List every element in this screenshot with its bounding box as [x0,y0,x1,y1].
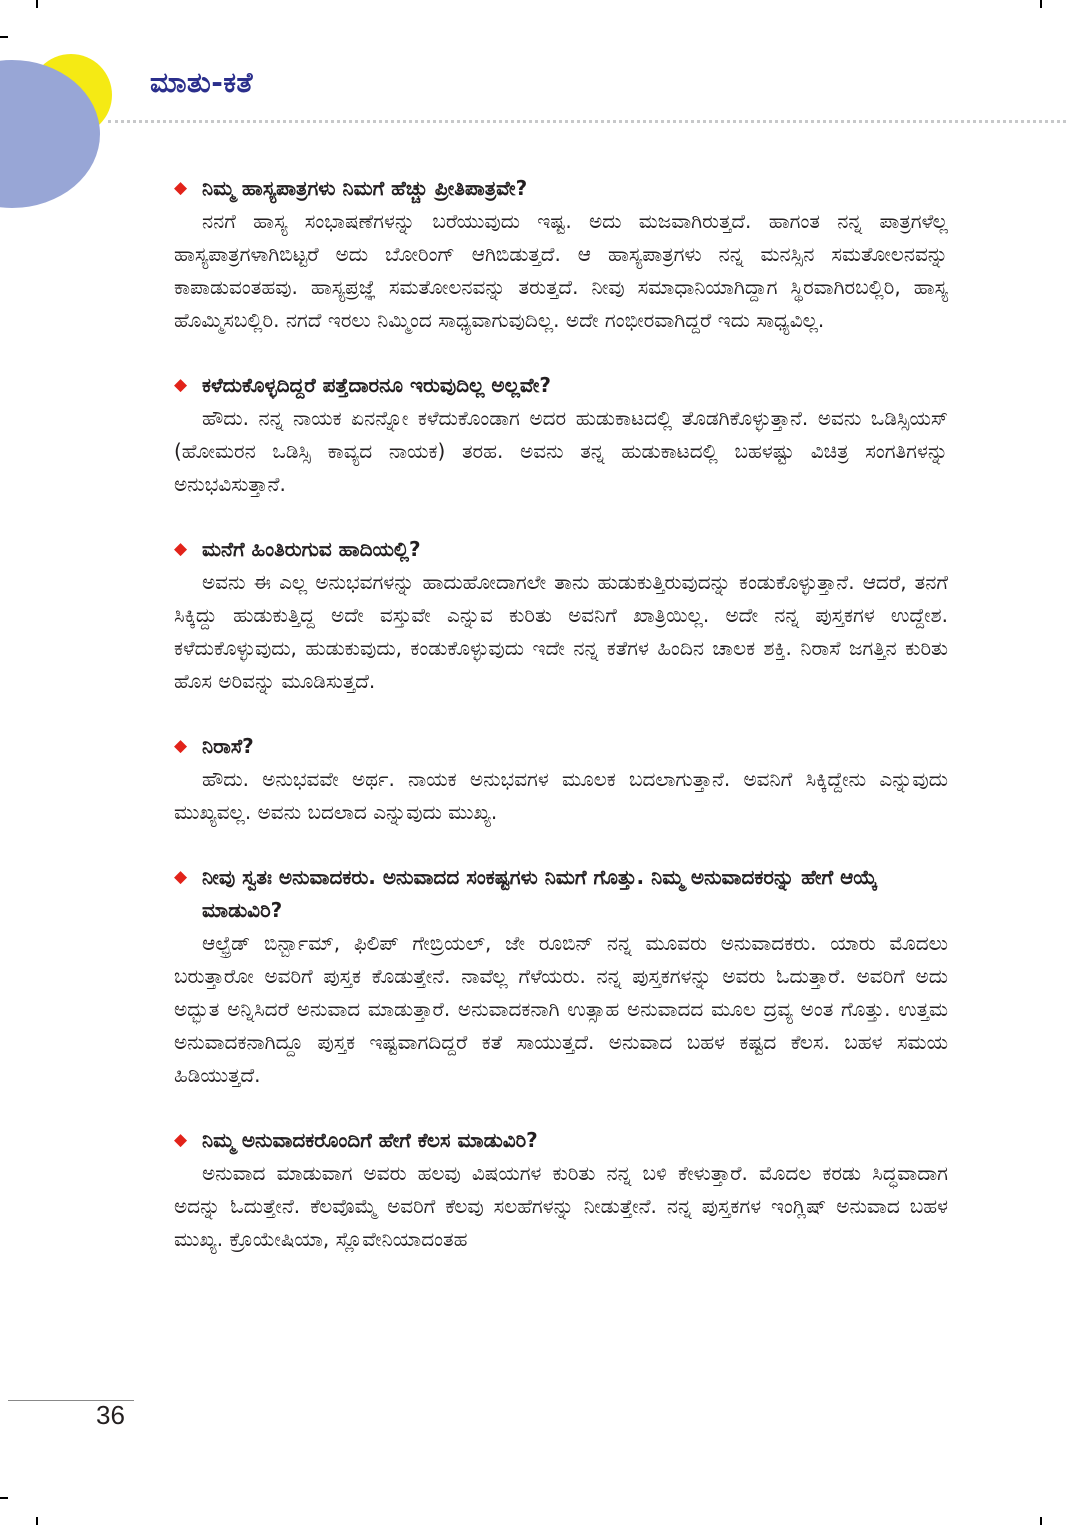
diamond-bullet-icon: ◆ [174,867,188,887]
question-text: ನೀವು ಸ್ವತಃ ಅನುವಾದಕರು. ಅನುವಾದದ ಸಂಕಷ್ಟಗಳು ನಿಮಗೆ ಗೊತ್ತು. ನಿಮ್ಮ ಅನುವಾದಕರನ್ನು ಹೇಗೆ ಆಯ್ಕೆ ಮಾಡುವಿರಿ? [202,865,878,922]
qa-item [174,730,948,829]
qa-item [174,369,948,501]
question-text: ನಿರಾಸೆ? [202,734,254,758]
crop-mark [0,1497,8,1499]
question [174,730,948,763]
answer-text: ಅವನು ಈ ಎಲ್ಲ ಅನುಭವಗಳನ್ನು ಹಾದುಹೋದಾಗಲೇ ತಾನು ಹುಡುಕುತ್ತಿರುವುದನ್ನು ಕಂಡುಕೊಳ್ಳುತ್ತಾನೆ. ಆದರೆ, ತನಗೆ ಸಿಕ್ಕಿದ್ದು ಹುಡುಕುತ್ತಿದ್ದ ಅದೇ ವಸ್ತುವೇ ಎನ್ನುವ ಕುರಿತು ಅವನಿಗೆ ಖಾತ್ರಿಯಿಲ್ಲ. ಅದೇ ನನ್ನ ಪುಸ್ತಕಗಳ ಉದ್ದೇಶ. ಕಳೆದುಕೊಳ್ಳುವುದು, ಹುಡುಕುವುದು, ಕಂಡುಕೊಳ್ಳುವುದು ಇದೇ ನನ್ನ ಕತೆಗಳ ಹಿಂದಿನ ಚಾಲಕ ಶಕ್ತಿ. ನಿರಾಸೆ ಜಗತ್ತಿನ ಕುರಿತು ಹೊಸ ಅರಿವನ್ನು ಮೂಡಿಸುತ್ತದೆ. [174,570,948,693]
question [174,861,948,927]
crop-mark [36,1517,38,1525]
question-text: ನಿಮ್ಮ ಹಾಸ್ಯಪಾತ್ರಗಳು ನಿಮಗೆ ಹೆಚ್ಚು ಪ್ರೀತಿಪಾತ್ರವೇ? [202,176,528,200]
question-text: ಮನೆಗೆ ಹಿಂತಿರುಗುವ ಹಾದಿಯಲ್ಲಿ? [202,537,421,561]
header-decoration [0,0,140,220]
dotted-divider [108,120,1066,123]
answer-text: ಆಲ್ಫ್ರೆಡ್ ಬಿರ್ನ್ಬಾಮ್, ಫಿಲಿಪ್ ಗೇಬ್ರಿಯಲ್, ಜೇ ರೂಬಿನ್ ನನ್ನ ಮೂವರು ಅನುವಾದಕರು. ಯಾರು ಮೊದಲು ಬರುತ್ತಾರೋ ಅವರಿಗೆ ಪುಸ್ತಕ ಕೊಡುತ್ತೇನೆ. ನಾವೆಲ್ಲ ಗೆಳೆಯರು. ನನ್ನ ಪುಸ್ತಕಗಳನ್ನು ಅವರು ಓದುತ್ತಾರೆ. ಅವರಿಗೆ ಅದು ಅದ್ಭುತ ಅನ್ನಿಸಿದರೆ ಅನುವಾದ ಮಾಡುತ್ತಾರೆ. ಅನುವಾದಕನಾಗಿ ಉತ್ಸಾಹ ಅನುವಾದದ ಮೂಲ ದ್ರವ್ಯ ಅಂತ ಗೊತ್ತು. ಉತ್ತಮ ಅನುವಾದಕನಾಗಿದ್ದೂ ಪುಸ್ತಕ ಇಷ್ಟವಾಗದಿದ್ದರೆ ಕತೆ ಸಾಯುತ್ತದೆ. ಅನುವಾದ ಬಹಳ ಕಷ್ಟದ ಕೆಲಸ. ಬಹಳ ಸಮಯ ಹಿಡಿಯುತ್ತದೆ. [174,931,948,1087]
page-number: 36 [96,1400,125,1430]
diamond-bullet-icon: ◆ [174,736,188,756]
answer-text: ನನಗೆ ಹಾಸ್ಯ ಸಂಭಾಷಣೆಗಳನ್ನು ಬರೆಯುವುದು ಇಷ್ಟ. ಅದು ಮಜವಾಗಿರುತ್ತದೆ. ಹಾಗಂತ ನನ್ನ ಪಾತ್ರಗಳೆಲ್ಲ ಹಾಸ್ಯಪಾತ್ರಗಳಾಗಿಬಿಟ್ಟರೆ ಅದು ಬೋರಿಂಗ್ ಆಗಿಬಿಡುತ್ತದೆ. ಆ ಹಾಸ್ಯಪಾತ್ರಗಳು ನನ್ನ ಮನಸ್ಸಿನ ಸಮತೋಲನವನ್ನು ಕಾಪಾಡುವಂತಹವು. ಹಾಸ್ಯಪ್ರಜ್ಞೆ ಸಮತೋಲನವನ್ನು ತರುತ್ತದೆ. ನೀವು ಸಮಾಧಾನಿಯಾಗಿದ್ದಾಗ ಸ್ಥಿರವಾಗಿರಬಲ್ಲಿರಿ, ಹಾಸ್ಯ ಹೊಮ್ಮಿಸಬಲ್ಲಿರಿ. ನಗದೆ ಇರಲು ನಿಮ್ಮಿಂದ ಸಾಧ್ಯವಾಗುವುದಿಲ್ಲ. ಅದೇ ಗಂಭೀರವಾಗಿದ್ದರೆ ಇದು ಸಾಧ್ಯವಿಲ್ಲ. [174,209,948,332]
interview-body [174,172,948,1288]
diamond-bullet-icon: ◆ [174,539,188,559]
qa-item [174,172,948,337]
answer-text: ಹೌದು. ಅನುಭವವೇ ಅರ್ಥ. ನಾಯಕ ಅನುಭವಗಳ ಮೂಲಕ ಬದಲಾಗುತ್ತಾನೆ. ಅವನಿಗೆ ಸಿಕ್ಕಿದ್ದೇನು ಎನ್ನುವುದು ಮುಖ್ಯವಲ್ಲ. ಅವನು ಬದಲಾದ ಎನ್ನುವುದು ಮುಖ್ಯ. [174,767,948,824]
answer-text: ಅನುವಾದ ಮಾಡುವಾಗ ಅವರು ಹಲವು ವಿಷಯಗಳ ಕುರಿತು ನನ್ನ ಬಳಿ ಕೇಳುತ್ತಾರೆ. ಮೊದಲ ಕರಡು ಸಿದ್ಧವಾದಾಗ ಅದನ್ನು ಓದುತ್ತೇನೆ. ಕೆಲವೊಮ್ಮೆ ಅವರಿಗೆ ಕೆಲವು ಸಲಹೆಗಳನ್ನು ನೀಡುತ್ತೇನೆ. ನನ್ನ ಪುಸ್ತಕಗಳ ಇಂಗ್ಲಿಷ್ ಅನುವಾದ ಬಹಳ ಮುಖ್ಯ. ಕ್ರೊಯೇಷಿಯಾ, ಸ್ಲೊವೇನಿಯಾದಂತಹ [174,1161,948,1251]
crop-mark [1040,0,1042,8]
question [174,369,948,402]
diamond-bullet-icon: ◆ [174,1130,188,1150]
qa-item [174,533,948,698]
question [174,1124,948,1157]
diamond-bullet-icon: ◆ [174,178,188,198]
question [174,172,948,205]
question [174,533,948,566]
qa-item [174,861,948,1092]
diamond-bullet-icon: ◆ [174,375,188,395]
crop-mark [1040,1517,1042,1525]
question-text: ನಿಮ್ಮ ಅನುವಾದಕರೊಂದಿಗೆ ಹೇಗೆ ಕೆಲಸ ಮಾಡುವಿರಿ? [202,1128,538,1152]
qa-item [174,1124,948,1256]
section-title: ಮಾತು-ಕತೆ [150,66,253,99]
answer-text: ಹೌದು. ನನ್ನ ನಾಯಕ ಏನನ್ನೋ ಕಳೆದುಕೊಂಡಾಗ ಅದರ ಹುಡುಕಾಟದಲ್ಲಿ ತೊಡಗಿಕೊಳ್ಳುತ್ತಾನೆ. ಅವನು ಒಡಿಸ್ಸಿಯಸ್ (ಹೋಮರನ ಒಡಿಸ್ಸಿ ಕಾವ್ಯದ ನಾಯಕ) ತರಹ. ಅವನು ತನ್ನ ಹುಡುಕಾಟದಲ್ಲಿ ಬಹಳಷ್ಟು ವಿಚಿತ್ರ ಸಂಗತಿಗಳನ್ನು ಅನುಭವಿಸುತ್ತಾನೆ. [174,406,948,496]
question-text: ಕಳೆದುಕೊಳ್ಳದಿದ್ದರೆ ಪತ್ತೆದಾರನೂ ಇರುವುದಿಲ್ಲ ಅಲ್ಲವೇ? [202,373,551,397]
